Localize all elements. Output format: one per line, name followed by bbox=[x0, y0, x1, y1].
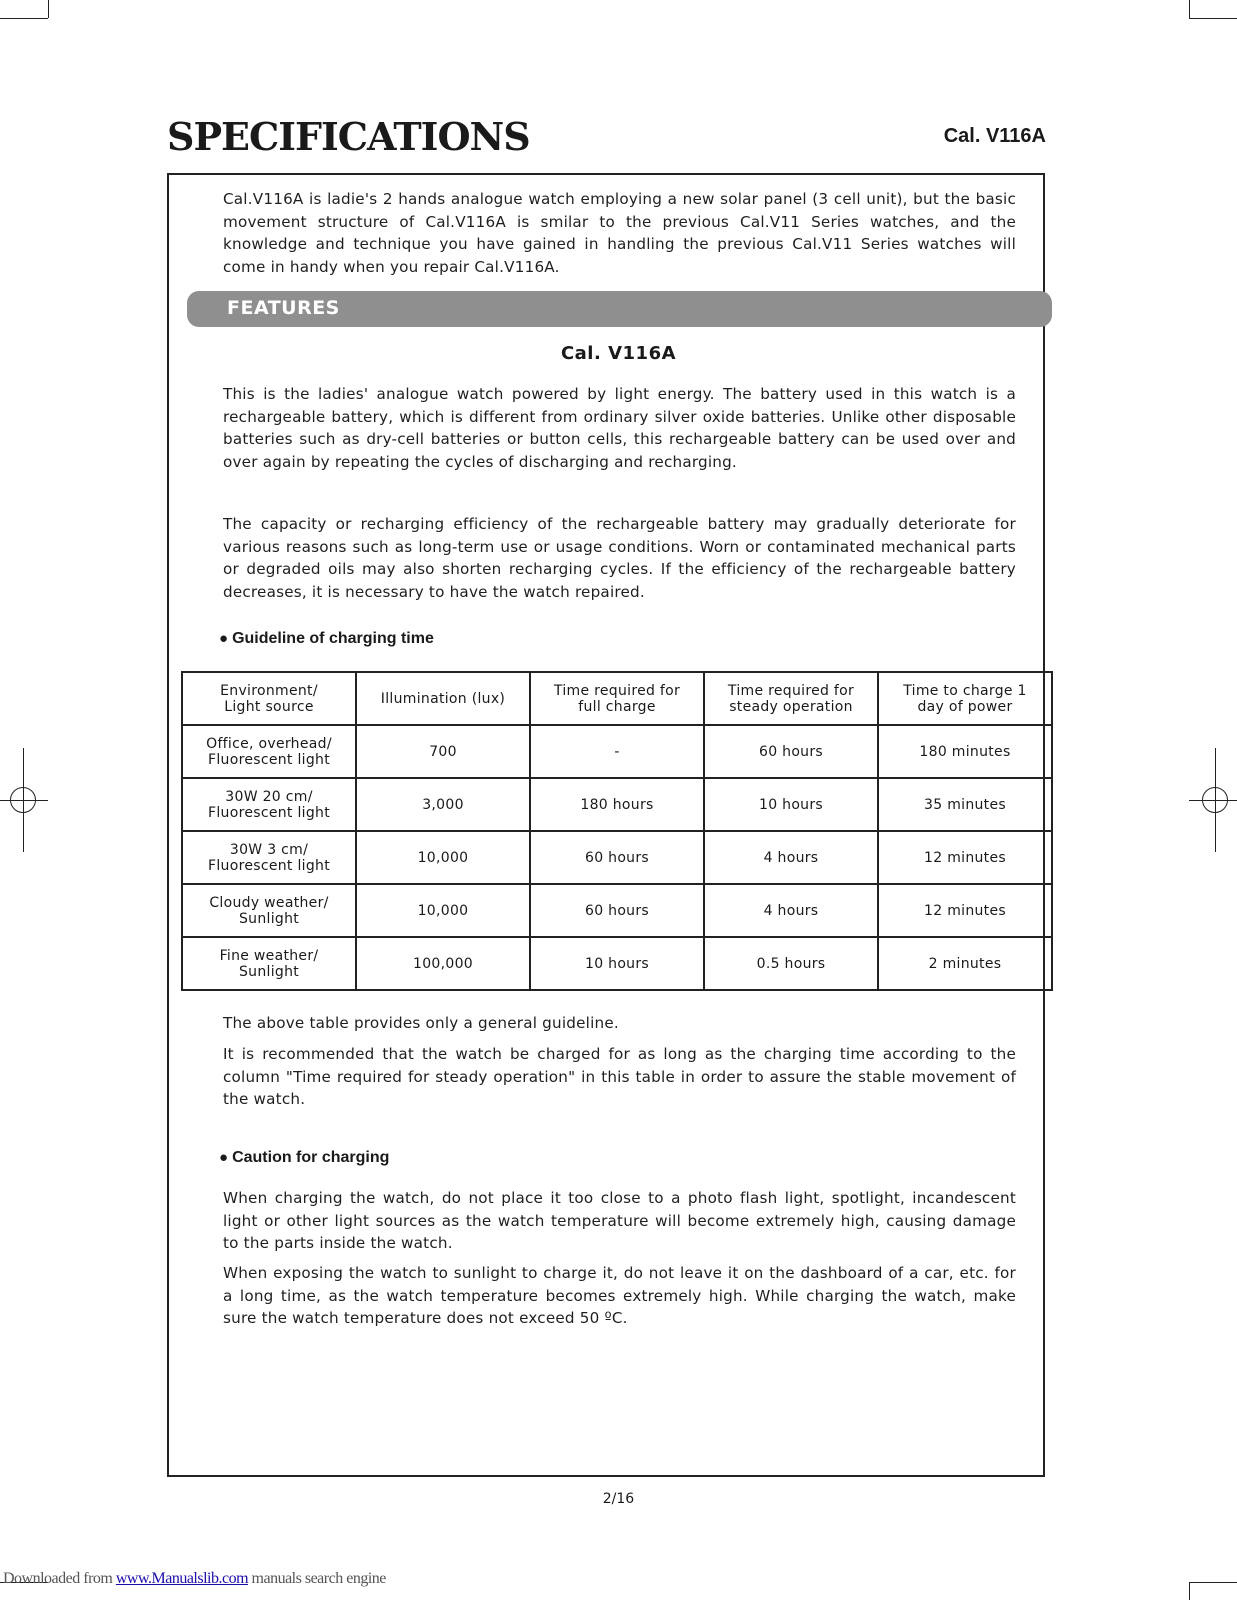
charging-time-table bbox=[181, 671, 1053, 991]
table-header-cell: Illumination (lux) bbox=[356, 672, 530, 725]
table-cell: 180 minutes bbox=[878, 725, 1052, 778]
table-header-cell: Time required for full charge bbox=[530, 672, 704, 725]
caution-heading-text: Caution for charging bbox=[232, 1149, 390, 1166]
table-cell: 60 hours bbox=[530, 831, 704, 884]
table-row bbox=[182, 884, 1052, 937]
bullet-icon: ● bbox=[219, 1149, 229, 1166]
table-header-cell: Environment/ Light source bbox=[182, 672, 356, 725]
table-cell: 3,000 bbox=[356, 778, 530, 831]
table-cell: 30W 3 cm/ Fluorescent light bbox=[182, 831, 356, 884]
table-header-cell: Time to charge 1 day of power bbox=[878, 672, 1052, 725]
guideline-note-2: It is recommended that the watch be charged for as long as the charging time according to the column "Time required for steady operation" in this table in order to assure the stable movement of the watch. bbox=[223, 1045, 1016, 1108]
table-cell: 10,000 bbox=[356, 884, 530, 937]
guideline-note-1: The above table provides only a general guideline. bbox=[223, 1014, 619, 1032]
table-cell: 180 hours bbox=[530, 778, 704, 831]
table-cell: 100,000 bbox=[356, 937, 530, 990]
table-cell: Office, overhead/ Fluorescent light bbox=[182, 725, 356, 778]
footer-suffix: manuals search engine bbox=[248, 1570, 386, 1587]
table-cell: 30W 20 cm/ Fluorescent light bbox=[182, 778, 356, 831]
table-header-cell: Time required for steady operation bbox=[704, 672, 878, 725]
table-row bbox=[182, 831, 1052, 884]
table-cell: 12 minutes bbox=[878, 884, 1052, 937]
table-cell: 4 hours bbox=[704, 884, 878, 937]
table-cell: 0.5 hours bbox=[704, 937, 878, 990]
table-header-row bbox=[182, 672, 1052, 725]
table-cell: 4 hours bbox=[704, 831, 878, 884]
table-cell: 60 hours bbox=[530, 884, 704, 937]
features-paragraph-2: The capacity or recharging efficiency of the rechargeable battery may gradually deteriorate for various reasons such as long-term use or usage conditions. Worn or contaminated mechanical parts or degraded oils may also shorten recharging cycles. If the efficiency of the rechargeable battery decreases, it is necessary to have the watch repaired. bbox=[223, 515, 1016, 601]
caution-paragraph-1: When charging the watch, do not place it too close to a photo flash light, spotlight, incandescent light or other light sources as the watch temperature will become extremely high, causing damage to the parts inside the watch. bbox=[223, 1189, 1016, 1252]
intro-paragraph: Cal.V116A is ladie's 2 hands analogue watch employing a new solar panel (3 cell unit), but the basic movement structure of Cal.V116A is smilar to the previous Cal.V11 Series watches, and the knowledge and technique you have gained in handling the previous Cal.V11 Series watches will come in handy when you repair Cal.V116A. bbox=[223, 190, 1016, 276]
table-row bbox=[182, 725, 1052, 778]
table-row bbox=[182, 937, 1052, 990]
guideline-heading bbox=[219, 630, 434, 648]
table-cell: 10 hours bbox=[530, 937, 704, 990]
table-cell: Cloudy weather/ Sunlight bbox=[182, 884, 356, 937]
bullet-icon: ● bbox=[219, 630, 229, 647]
caliber-header: Cal. V116A bbox=[943, 125, 1046, 147]
table-cell: 2 minutes bbox=[878, 937, 1052, 990]
caution-paragraph-2: When exposing the watch to sunlight to charge it, do not leave it on the dashboard of a car, etc. for a long time, as the watch temperature becomes extremely high. While charging the watch, make sure the watch temperature does not exceed 50 ºC. bbox=[223, 1264, 1016, 1327]
page-title: SPECIFICATIONS bbox=[167, 114, 530, 159]
caution-heading bbox=[219, 1149, 389, 1167]
page-number: 2/16 bbox=[602, 1491, 635, 1507]
table-cell: 60 hours bbox=[704, 725, 878, 778]
table-cell: - bbox=[530, 725, 704, 778]
features-paragraph-1: This is the ladies' analogue watch powered by light energy. The battery used in this watch is a rechargeable battery, which is different from ordinary silver oxide batteries. Unlike other disposable batteries such as dry-cell batteries or button cells, this rechargeable battery can be used over and over again by repeating the cycles of discharging and recharging. bbox=[223, 385, 1016, 471]
features-section-bar bbox=[187, 291, 1052, 327]
download-footer bbox=[3, 1570, 386, 1588]
guideline-heading-text: Guideline of charging time bbox=[232, 630, 434, 647]
table-row bbox=[182, 778, 1052, 831]
manualslib-link[interactable]: www.Manualslib.com bbox=[115, 1570, 249, 1587]
features-subtitle: Cal. V116A bbox=[560, 343, 677, 364]
footer-prefix: Downloaded from bbox=[3, 1570, 116, 1587]
features-heading: FEATURES bbox=[227, 297, 340, 319]
table-cell: Fine weather/ Sunlight bbox=[182, 937, 356, 990]
table-cell: 35 minutes bbox=[878, 778, 1052, 831]
table-cell: 10 hours bbox=[704, 778, 878, 831]
table-cell: 10,000 bbox=[356, 831, 530, 884]
table-cell: 700 bbox=[356, 725, 530, 778]
table-cell: 12 minutes bbox=[878, 831, 1052, 884]
